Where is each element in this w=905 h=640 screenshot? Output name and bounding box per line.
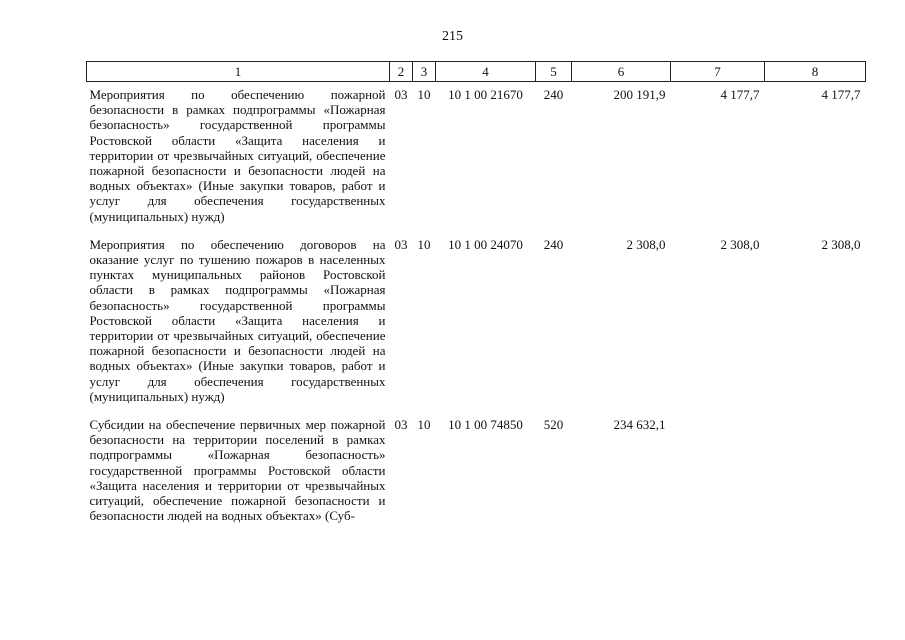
column-header-2: 2 — [390, 62, 413, 82]
row-amount-1: 2 308,0 — [626, 236, 666, 252]
row-description: Субсидии на обеспечение первичных мер пожарной безопасности на территории поселений в рамках подпрограммы «Пожарная безопасность» государственной программы Ростовской области «Защита населения и территории от чрезвычайных ситуаций, обеспечение пожарной безопасности и безопасности людей на водных объектах» (Суб- — [89, 417, 386, 524]
column-header-7: 7 — [671, 62, 765, 82]
row-amount-3 — [765, 412, 866, 531]
column-header-1: 1 — [87, 62, 390, 82]
column-header-4: 4 — [436, 62, 536, 82]
column-header-5: 5 — [536, 62, 572, 82]
row-amount-3: 2 308,0 — [821, 236, 861, 252]
row-amount-2 — [671, 412, 765, 531]
row-section-code: 03 — [394, 417, 408, 433]
row-subsection-code: 10 — [417, 417, 431, 433]
column-header-3: 3 — [413, 62, 436, 82]
row-amount-1: 234 632,1 — [613, 417, 666, 433]
row-target-article-code: 10 1 00 21670 — [448, 87, 523, 102]
budget-table — [86, 61, 866, 531]
row-section-code: 03 — [394, 236, 408, 252]
table-row — [87, 232, 866, 412]
row-amount-1: 200 191,9 — [613, 87, 666, 102]
row-target-article-code: 10 1 00 24070 — [448, 236, 523, 252]
page-number: 215 — [442, 29, 463, 44]
table-row — [87, 412, 866, 531]
column-header-6: 6 — [572, 62, 671, 82]
row-section-code: 03 — [394, 87, 408, 102]
row-amount-3: 4 177,7 — [821, 87, 861, 102]
column-header-8: 8 — [765, 62, 866, 82]
row-expense-type-code: 520 — [543, 417, 564, 433]
row-target-article-code: 10 1 00 74850 — [448, 417, 523, 433]
row-expense-type-code: 240 — [543, 87, 564, 102]
row-amount-2: 4 177,7 — [720, 87, 760, 102]
row-expense-type-code: 240 — [543, 236, 564, 252]
row-subsection-code: 10 — [417, 236, 431, 252]
row-amount-2: 2 308,0 — [720, 236, 760, 252]
table-row — [87, 82, 866, 232]
table-header-row — [87, 62, 866, 82]
row-description: Мероприятия по обеспечению договоров на оказание услуг по тушению пожаров в населенных пунктах муниципальных районов Ростовской области в рамках подпрограммы «Пожарная безопасность» государственной программы Ростовской области «Защита населения и территории от чрезвычайных ситуаций, обеспечение пожарной безопасности и безопасности людей на водных объектах» (Иные закупки товаров, работ и услуг для обеспечения государственных (муниципальных) нужд) — [89, 236, 386, 404]
row-subsection-code: 10 — [417, 87, 431, 102]
row-description: Мероприятия по обеспечению пожарной безопасности в рамках подпрограммы «Пожарная безопасность» государственной программы Ростовской области «Защита населения и территории от чрезвычайных ситуаций, обеспечение пожарной безопасности и безопасности людей на водных объектах» (Иные закупки товаров, работ и услуг для обеспечения государственных (муниципальных) нужд) — [89, 87, 386, 224]
